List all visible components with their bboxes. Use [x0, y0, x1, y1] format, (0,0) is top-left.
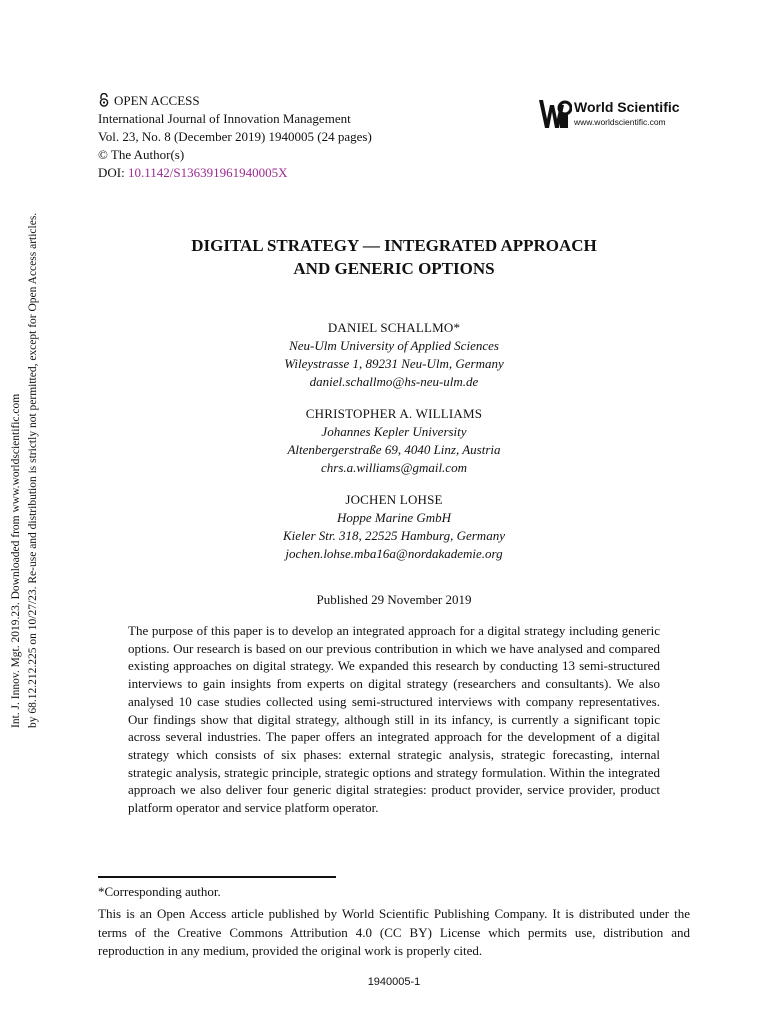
published-date: Published 29 November 2019 [316, 592, 472, 607]
author-affiliation: Johannes Kepler University [321, 424, 467, 439]
author-block [140, 404, 648, 477]
doi-link[interactable]: 10.1142/S136391961940005X [127, 165, 288, 180]
logo-name: World Scientific [574, 99, 680, 115]
author-email[interactable]: chrs.a.williams@gmail.com [321, 460, 467, 475]
copyright-line: © The Author(s) [98, 147, 185, 162]
logo-url: www.worldscientific.com [574, 117, 666, 127]
license-footnote: This is an Open Access article published by World Scientific Publishing Company. It is distributed under the terms of the Creative Commons Attribution 4.0 (CC BY) License which permits use, distribution and reproduction in any medium, provided the original work is properly cited. [98, 906, 690, 958]
author-address: Altenbergerstraße 69, 4040 Linz, Austria [287, 442, 501, 457]
author-email[interactable]: daniel.schallmo@hs-neu-ulm.de [309, 374, 479, 389]
author-name: JOCHEN LOHSE [345, 492, 443, 507]
page-number: 1940005-1 [367, 976, 421, 988]
doi-label: DOI: [98, 165, 125, 180]
author-email[interactable]: jochen.lohse.mba16a@nordakademie.org [285, 546, 503, 561]
article-header [98, 92, 478, 182]
download-notice-line-2: by 68.12.212.225 on 10/27/23. Re-use and distribution is strictly not permitted, except for Open Access articles. [27, 212, 39, 728]
author-name: DANIEL SCHALLMO* [327, 320, 461, 335]
author-address: Kieler Str. 318, 22525 Hamburg, Germany [283, 528, 505, 543]
open-access-line [98, 92, 478, 110]
title-line-1: DIGITAL STRATEGY — INTEGRATED APPROACH [191, 236, 597, 255]
world-scientific-logo[interactable] [538, 97, 698, 133]
author-affiliation: Hoppe Marine GmbH [336, 510, 452, 525]
download-notice-line-1: Int. J. Innov. Mgt. 2019.23. Downloaded from www.worldscientific.com [10, 393, 22, 728]
volume-info: Vol. 23, No. 8 (December 2019) 1940005 (24 pages) [98, 129, 372, 144]
doi-line [98, 164, 478, 182]
paper-title [100, 234, 688, 280]
journal-name: International Journal of Innovation Management [98, 111, 351, 126]
download-notice [8, 212, 42, 728]
open-access-label: OPEN ACCESS [114, 93, 200, 108]
open-access-icon [98, 93, 110, 107]
footnote-divider [98, 876, 336, 878]
abstract: The purpose of this paper is to develop an integrated approach for a digital strategy including generic options. Our research is based on our previous contribution in which we have analysed and compared existing approaches on digital strategy. We expanded this research by conducting 13 semi-structured interviews to gain insights from experts on digital strategy (researchers and consultants). We also analysed 10 case studies collected using semi-structured interviews with company representatives. Our findings show that digital strategy, although still in its infancy, is currently a significant topic across several industries. The paper offers an integrated approach for the development of a digital strategy which consists of six phases: external strategic analysis, strategic forecasting, internal strategic analysis, strategic principle, strategic options and strategy formulation. Within the integrated approach we also deliver four generic digital strategies: product provider, service provider, product platform operator and service platform operator. [128, 623, 660, 816]
author-address: Wileystrasse 1, 89231 Neu-Ulm, Germany [284, 356, 504, 371]
author-name: CHRISTOPHER A. WILLIAMS [305, 406, 483, 421]
title-line-2: AND GENERIC OPTIONS [293, 259, 495, 278]
author-affiliation: Neu-Ulm University of Applied Sciences [289, 338, 499, 353]
world-scientific-logo-icon [538, 97, 572, 131]
corresponding-author-footnote: *Corresponding author. [98, 884, 221, 899]
author-block [140, 318, 648, 391]
author-block [140, 490, 648, 563]
author-list [140, 318, 648, 576]
